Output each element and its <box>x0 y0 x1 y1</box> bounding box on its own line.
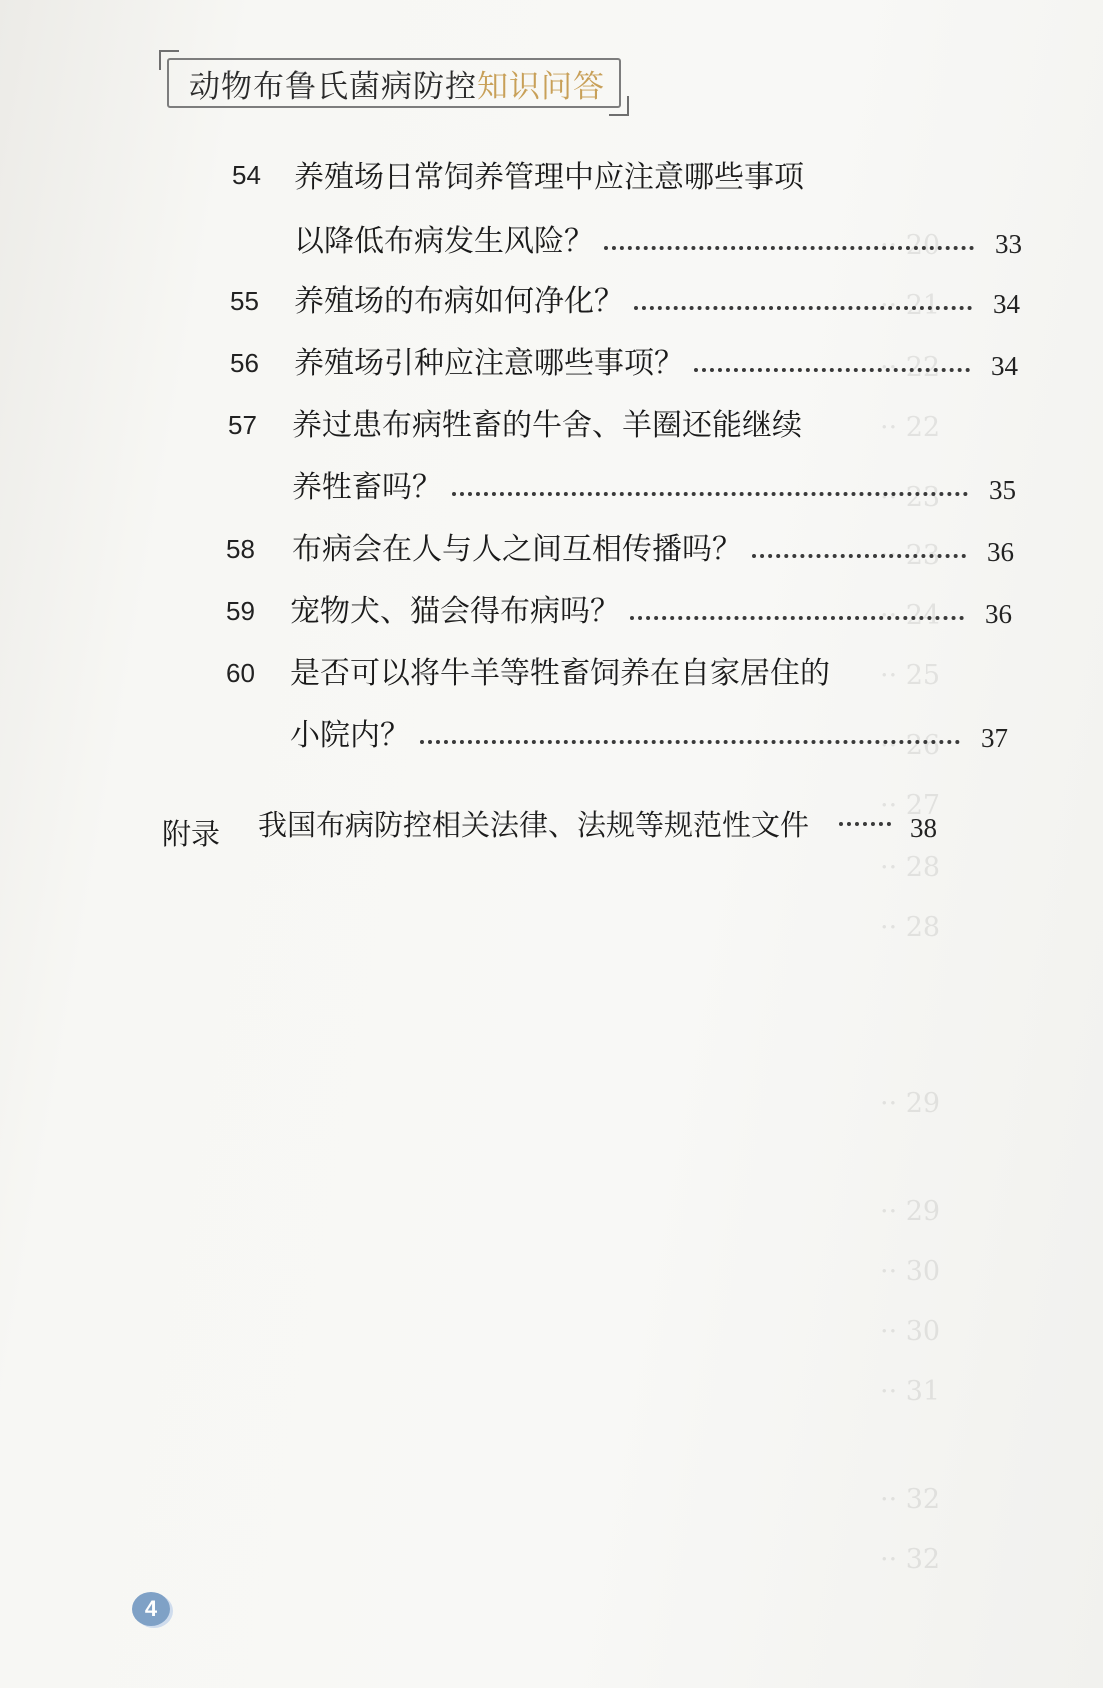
toc-entry-number: 56 <box>230 348 259 378</box>
page-number-badge: 4 <box>132 1592 170 1626</box>
toc-entry-number: 54 <box>232 160 261 190</box>
header-corner-decoration <box>159 50 179 70</box>
bleed-mark: ·· 32 <box>880 1544 941 1575</box>
toc-entry-title: 宠物犬、猫会得布病吗？ <box>290 594 620 629</box>
bleed-mark: ·· 23 <box>880 540 941 571</box>
bleed-mark: ·· 20 <box>880 230 941 261</box>
dot-leader <box>604 246 974 250</box>
bleed-mark: ·· 31 <box>880 1376 941 1407</box>
dot-leader <box>694 368 970 372</box>
toc-entry-title-cont: 以降低布病发生风险？ <box>294 224 594 259</box>
bleed-mark: ·· 27 <box>880 790 941 821</box>
bleed-mark: ·· 23 <box>880 482 941 513</box>
bleed-mark: ·· 28 <box>880 912 941 943</box>
book-title-header <box>167 58 621 108</box>
toc-entry-title-cont: 养牲畜吗？ <box>292 470 442 505</box>
toc-page-number: 33 <box>995 229 1022 259</box>
dot-leader <box>452 492 968 496</box>
book-title-accent: 知识问答 <box>477 68 605 105</box>
dot-leader <box>752 554 966 558</box>
dot-leader <box>420 740 960 744</box>
bleed-mark: ·· 29 <box>880 1088 941 1119</box>
toc-entry-number: 60 <box>226 658 255 688</box>
toc-entry-title: 布病会在人与人之间互相传播吗？ <box>292 532 742 567</box>
toc-page-number: 35 <box>989 475 1016 505</box>
appendix-label: 附录 <box>162 817 221 851</box>
dot-leader <box>630 616 964 620</box>
bleed-mark: ·· 32 <box>880 1484 941 1515</box>
bleed-mark: ·· 22 <box>880 352 941 383</box>
toc-entry-title: 养殖场引种应注意哪些事项？ <box>294 346 684 381</box>
dot-leader <box>634 306 972 310</box>
toc-entry-number: 57 <box>228 410 257 440</box>
toc-entry-title: 养殖场日常饲养管理中应注意哪些事项 <box>294 160 804 195</box>
dot-leader <box>839 822 891 826</box>
toc-entry-number: 55 <box>230 286 259 316</box>
bleed-mark: ·· 29 <box>880 1196 941 1227</box>
toc-entry-title: 是否可以将牛羊等牲畜饲养在自家居住的 <box>290 656 830 691</box>
bleed-mark: ·· 26 <box>880 730 941 761</box>
toc-entry-number: 58 <box>226 534 255 564</box>
toc-page-number: 36 <box>987 537 1014 567</box>
toc-page-number: 36 <box>985 599 1012 629</box>
bleed-mark: ·· 28 <box>880 852 941 883</box>
toc-page-number: 38 <box>910 813 938 843</box>
bleed-mark: ·· 22 <box>880 412 941 443</box>
toc-entry-number: 59 <box>226 596 255 626</box>
bleed-mark: ·· 30 <box>880 1316 941 1347</box>
toc-entry-title-cont: 小院内？ <box>290 718 410 753</box>
toc-entry-title: 养殖场的布病如何净化？ <box>294 284 624 319</box>
toc-page-number: 34 <box>991 351 1018 381</box>
book-title-main: 动物布鲁氏菌病防控 <box>189 68 477 105</box>
header-corner-decoration <box>609 96 629 116</box>
appendix-title: 我国布病防控相关法律、法规等规范性文件 <box>258 808 810 842</box>
toc-page-number: 34 <box>993 289 1020 319</box>
bleed-mark: ·· 25 <box>880 660 941 691</box>
bleed-mark: ·· 24 <box>880 600 941 631</box>
bleed-mark: ·· 21 <box>880 290 941 321</box>
toc-entry-title: 养过患布病牲畜的牛舍、羊圈还能继续 <box>292 408 802 443</box>
toc-page-number: 37 <box>981 723 1008 753</box>
bleed-mark: ·· 30 <box>880 1256 941 1287</box>
